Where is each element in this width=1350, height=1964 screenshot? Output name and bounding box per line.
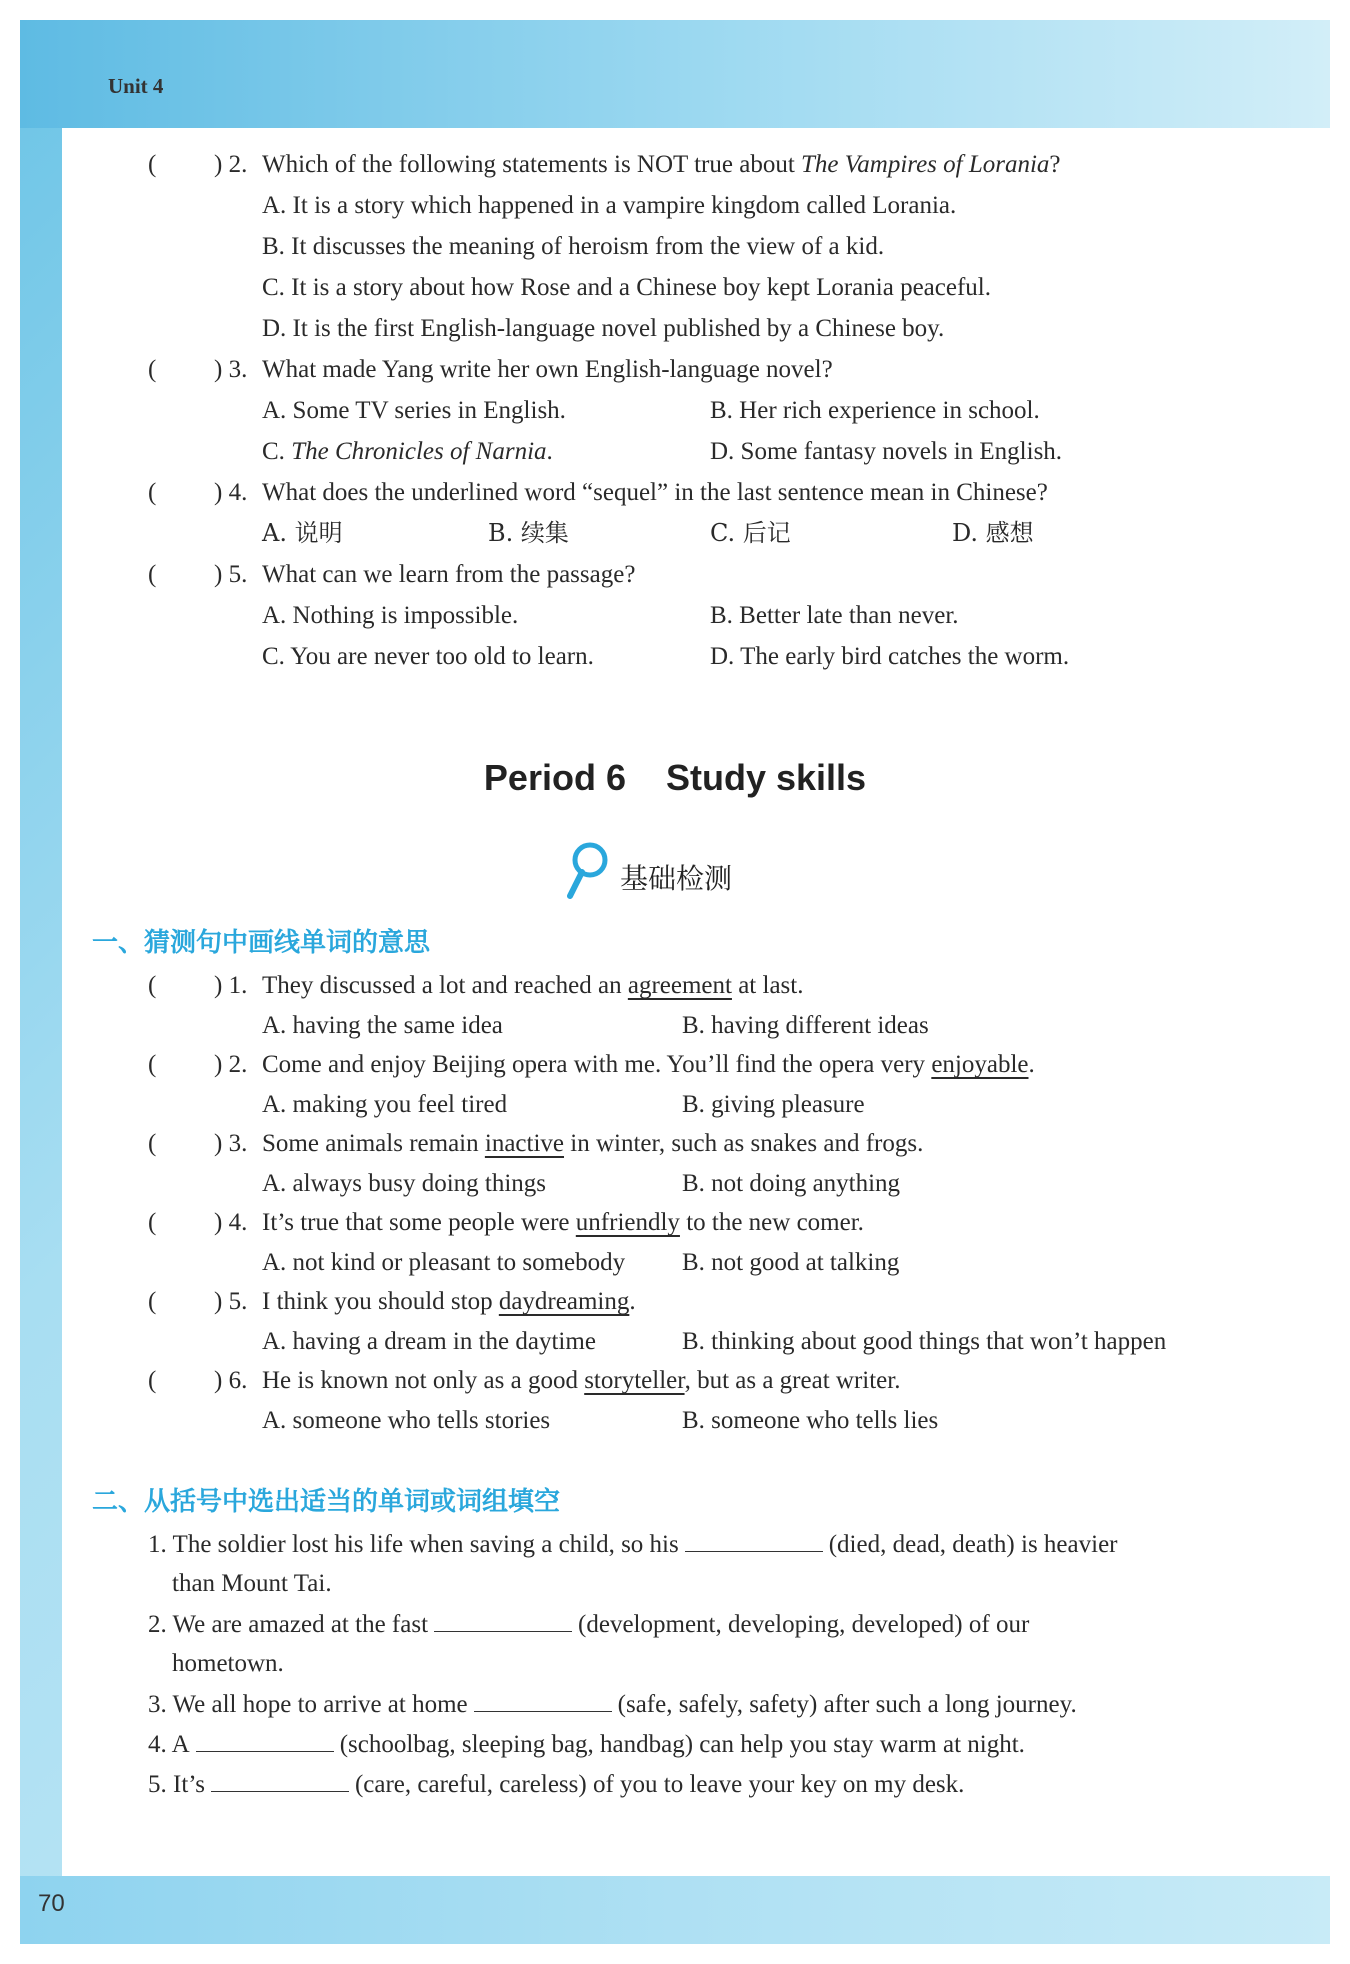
- option-a: A. someone who tells stories: [262, 1407, 551, 1434]
- option-a: A. always busy doing things: [262, 1170, 547, 1197]
- option-d: D. The early bird catches the worm.: [710, 643, 1070, 670]
- answer-blank[interactable]: [474, 1691, 612, 1712]
- fill-sentence: 4. A (schoolbag, sleeping bag, handbag) can help you stay warm at night.: [148, 1731, 1025, 1758]
- fill-sentence-cont: hometown.: [172, 1650, 284, 1677]
- option-c: C. You are never too old to learn.: [262, 643, 594, 670]
- item-number: ) 6.: [214, 1367, 248, 1394]
- item-number: ) 1.: [214, 972, 248, 999]
- option-b: B. having different ideas: [682, 1012, 929, 1039]
- answer-blank[interactable]: [211, 1771, 349, 1792]
- section-heading-1: 一、猜测句中画线单词的意思: [92, 928, 431, 958]
- question-number: ) 2.: [214, 151, 248, 178]
- item-number: ) 4.: [214, 1209, 248, 1236]
- item-sentence: Come and enjoy Beijing opera with me. You’ll find the opera very enjoyable.: [262, 1051, 1035, 1078]
- fill-sentence: 2. We are amazed at the fast (development, developing, developed) of our: [148, 1611, 1030, 1638]
- magnifier-icon: [560, 838, 620, 900]
- answer-paren[interactable]: (: [148, 561, 157, 588]
- answer-paren[interactable]: (: [148, 151, 157, 178]
- item-number: ) 2.: [214, 1051, 248, 1078]
- option-b: B. giving pleasure: [682, 1091, 865, 1118]
- question-number: ) 5.: [214, 561, 248, 588]
- option-a: A. making you feel tired: [262, 1091, 508, 1118]
- option-b: B. not doing anything: [682, 1170, 901, 1197]
- option-c: C. 后记: [710, 519, 791, 547]
- answer-paren[interactable]: (: [148, 1367, 157, 1394]
- item-sentence: Some animals remain inactive in winter, such as snakes and frogs.: [262, 1130, 924, 1157]
- section-heading-2: 二、从括号中选出适当的单词或词组填空: [92, 1487, 561, 1517]
- answer-blank[interactable]: [434, 1611, 572, 1632]
- option-b: B. someone who tells lies: [682, 1407, 939, 1434]
- option-a: A. Some TV series in English.: [262, 397, 566, 424]
- question-text: What does the underlined word “sequel” in the last sentence mean in Chinese?: [262, 479, 1048, 506]
- fill-sentence-cont: than Mount Tai.: [172, 1570, 332, 1597]
- item-sentence: He is known not only as a good storyteller, but as a great writer.: [262, 1367, 901, 1394]
- option-b: B. not good at talking: [682, 1249, 900, 1276]
- option-c: C. It is a story about how Rose and a Chinese boy kept Lorania peaceful.: [262, 274, 991, 301]
- option-a: A. not kind or pleasant to somebody: [262, 1249, 626, 1276]
- answer-paren[interactable]: (: [148, 1209, 157, 1236]
- answer-paren[interactable]: (: [148, 1130, 157, 1157]
- option-b: B. It discusses the meaning of heroism from the view of a kid.: [262, 233, 885, 260]
- page-number: 70: [38, 1890, 65, 1917]
- question-number: ) 4.: [214, 479, 248, 506]
- option-b: B. Her rich experience in school.: [710, 397, 1040, 424]
- footer-band: [20, 1876, 1330, 1944]
- question-number: ) 3.: [214, 356, 248, 383]
- answer-blank[interactable]: [196, 1731, 334, 1752]
- option-d: D. Some fantasy novels in English.: [710, 438, 1063, 465]
- answer-paren[interactable]: (: [148, 479, 157, 506]
- answer-blank[interactable]: [685, 1531, 823, 1552]
- question-text: What made Yang write her own English-language novel?: [262, 356, 833, 383]
- answer-paren[interactable]: (: [148, 356, 157, 383]
- header-band: [20, 20, 1330, 128]
- item-number: ) 5.: [214, 1288, 248, 1315]
- section-badge: 基础检测: [620, 862, 733, 895]
- question-text: What can we learn from the passage?: [262, 561, 636, 588]
- item-sentence: It’s true that some people were unfriendly to the new comer.: [262, 1209, 864, 1236]
- fill-sentence: 1. The soldier lost his life when saving a child, so his (died, dead, death) is heavier: [148, 1531, 1118, 1558]
- option-a: A. having a dream in the daytime: [262, 1328, 596, 1355]
- fill-sentence: 5. It’s (care, careful, careless) of you to leave your key on my desk.: [148, 1771, 965, 1798]
- option-a: A. 说明: [262, 519, 343, 547]
- option-a: A. having the same idea: [262, 1012, 503, 1039]
- option-b: B. thinking about good things that won’t happen: [682, 1328, 1167, 1355]
- item-sentence: They discussed a lot and reached an agreement at last.: [262, 972, 804, 999]
- answer-paren[interactable]: (: [148, 1288, 157, 1315]
- option-c: C. The Chronicles of Narnia.: [262, 438, 553, 465]
- period-title: Period 6 Study skills: [483, 757, 867, 798]
- option-b: B. Better late than never.: [710, 602, 959, 629]
- option-d: D. It is the first English-language novel published by a Chinese boy.: [262, 315, 945, 342]
- answer-paren[interactable]: (: [148, 1051, 157, 1078]
- unit-label: Unit 4: [108, 74, 164, 98]
- option-d: D. 感想: [952, 519, 1034, 547]
- option-a: A. Nothing is impossible.: [262, 602, 519, 629]
- option-b: B. 续集: [488, 519, 569, 547]
- item-sentence: I think you should stop daydreaming.: [262, 1288, 636, 1315]
- question-text: Which of the following statements is NOT true about The Vampires of Lorania?: [262, 151, 1061, 178]
- answer-paren[interactable]: (: [148, 972, 157, 999]
- item-number: ) 3.: [214, 1130, 248, 1157]
- option-a: A. It is a story which happened in a vampire kingdom called Lorania.: [262, 192, 957, 219]
- fill-sentence: 3. We all hope to arrive at home (safe, safely, safety) after such a long journey.: [148, 1691, 1077, 1718]
